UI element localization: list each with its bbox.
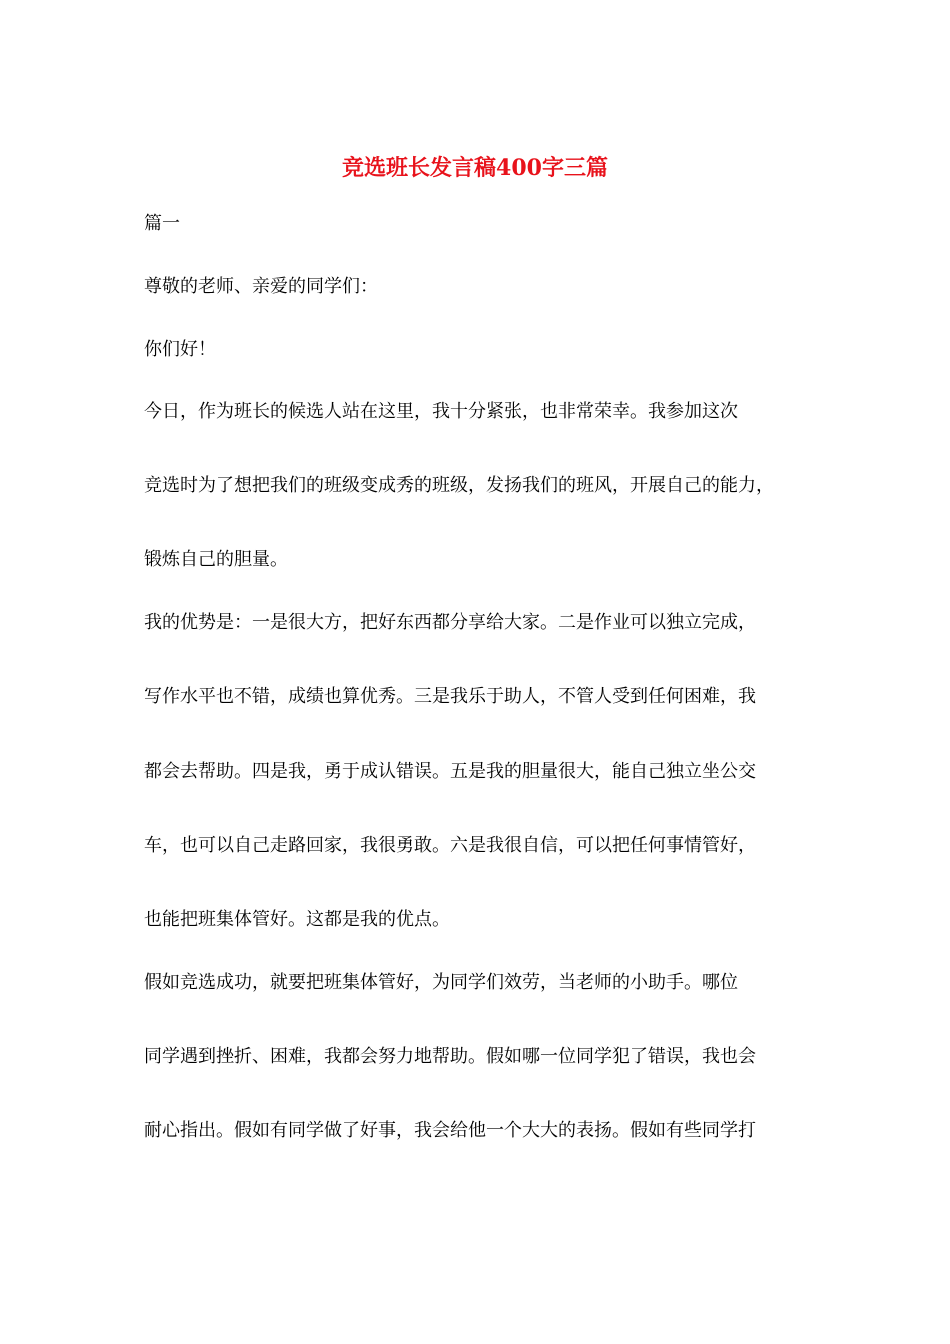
section-heading: 篇一 (144, 213, 180, 234)
body-line: 都会去帮助。四是我，勇于成认错误。五是我的胆量很大，能自己独立坐公交 (144, 761, 756, 782)
body-line: 我的优势是：一是很大方，把好东西都分享给大家。二是作业可以独立完成， (144, 612, 756, 633)
document-title: 竞选班长发言稿400字三篇 (342, 155, 608, 181)
body-line: 也能把班集体管好。这都是我的优点。 (144, 909, 450, 930)
body-line: 耐心指出。假如有同学做了好事，我会给他一个大大的表扬。假如有些同学打 (144, 1120, 756, 1141)
body-line: 竞选时为了想把我们的班级变成秀的班级，发扬我们的班风，开展自己的能力， (144, 475, 774, 496)
body-line: 同学遇到挫折、困难，我都会努力地帮助。假如哪一位同学犯了错误，我也会 (144, 1046, 756, 1067)
body-line: 车，也可以自己走路回家，我很勇敢。六是我很自信，可以把任何事情管好， (144, 835, 756, 856)
body-line: 今日，作为班长的候选人站在这里，我十分紧张，也非常荣幸。我参加这次 (144, 401, 738, 422)
greeting-line: 尊敬的老师、亲爱的同学们： (144, 276, 378, 297)
body-line: 锻炼自己的胆量。 (144, 549, 288, 570)
body-line: 写作水平也不错，成绩也算优秀。三是我乐于助人，不管人受到任何困难，我 (144, 686, 756, 707)
hello-line: 你们好！ (144, 339, 216, 360)
body-line: 假如竞选成功，就要把班集体管好，为同学们效劳，当老师的小助手。哪位 (144, 972, 738, 993)
